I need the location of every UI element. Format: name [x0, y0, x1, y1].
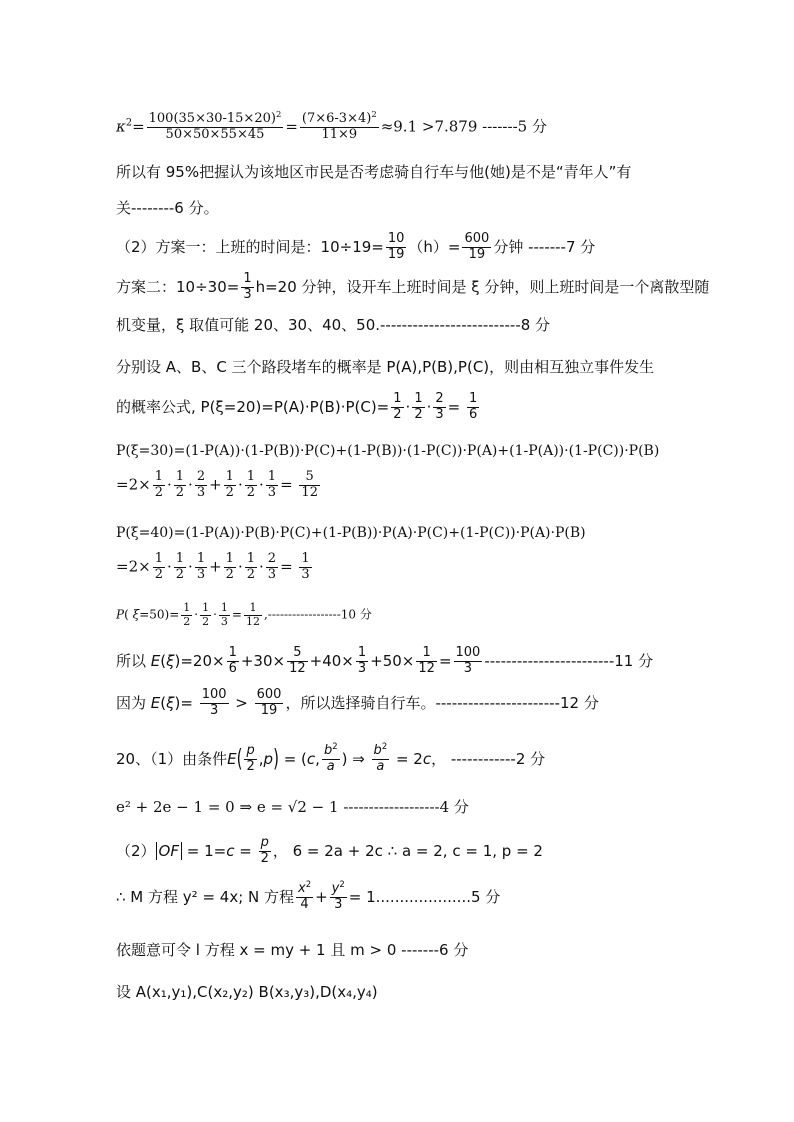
p30-line: P(ξ=30)=(1-P(A))·(1-P(B))·P(C)+(1-P(B))·(1-P(C))·P(A)+(1-P(A))·(1-P(C))·P(B) [116, 443, 660, 459]
kappa-fraction-2: $\frac{(7\times 6-3\times 4)^2}{11\times 9}$ [301, 108, 377, 142]
plan1-tail: 分钟 -------7 分 [493, 237, 596, 256]
plan1-label: （2）方案一：上班的时间是：10÷19= [116, 237, 384, 256]
exp-tail: ------------------------11 分 [484, 651, 654, 670]
mn-equation-line: ∴ M 方程 y² = 4x; N 方程 $\frac{x^2}{4}$ + $\frac{y^2}{3}$ = 1....................5 分 [116, 878, 501, 912]
plan2-cont-line: 机变量，ξ 取值可能 20、30、40、50.--------------------------8 分 [116, 316, 551, 334]
kappa-den1: 50×50×55×45 [165, 126, 265, 142]
plan1-f2-den: 19 [468, 246, 486, 262]
kappa-symbol: κ [116, 117, 126, 136]
p40-line: P(ξ=40)=(1-P(A))·P(B)·P(C)+(1-P(B))·P(A)·P(C)+(1-P(C))·P(A)·P(B) [116, 525, 586, 541]
q20-2-label: （2） [116, 841, 156, 860]
kappa-fraction-1: $\frac{100(35\times 30-15\times 20)^2}{50\times 50\times 55\times 45}$ [148, 108, 282, 142]
compare-line: 因为 E(ξ)= $\frac{100}{3}$ > $\frac{600}{19}$ ，所以选择骑自行车。-----------------------12 分 [116, 687, 599, 718]
q20-tail: ， ------------2 分 [431, 749, 546, 768]
q20-2-line: （2） OF = 1=c = $\frac{p}{2}$ ， 6 = 2a + 2c ∴ a = 2, c = 1, p = 2 [116, 835, 543, 866]
kappa-line: $\kappa^2=$ $\frac{100(35\times 30-15\times 20)^2}{50\times 50\times 55\times 45}$ = $\frac{(7\times 6-3\times 4)^2}{11\times 9}$ ≈9.1 >7.879 -------5 分 [116, 108, 547, 142]
conclusion-line-2: 关--------6 分。 [116, 199, 219, 217]
q20-label: 20、（1）由条件 [116, 749, 228, 768]
plan2-frac [241, 272, 253, 303]
plan2-tail: h=20 分钟，设开车上班时间是 ξ 分钟，则上班时间是一个离散型随 [255, 277, 710, 296]
p20-prefix: 的概率公式, P(ξ=20)=P(A)·P(B)·P(C)= [116, 397, 390, 416]
p50-line: P( ξ=50)= $\frac{1}{2}$ · $\frac{1}{2}$ · $\frac{1}{3}$ = $\frac{1}{12}$ ,------------------10 分 [116, 601, 372, 628]
kappa-num2: (7×6-3×4) [301, 111, 372, 126]
line-l-equation: 依题意可令 l 方程 x = my + 1 且 m > 0 -------6 分 [116, 941, 469, 959]
plan2-f-num: 1 [243, 271, 252, 286]
kappa-num1: 100(35×30-15×20) [148, 111, 276, 126]
plan1-f1-den: 19 [387, 246, 405, 262]
plan2-line [116, 272, 709, 303]
p50-tail: ,------------------10 分 [263, 607, 372, 622]
plan1-f1-num: 10 [387, 231, 405, 246]
plan1-frac-1 [386, 232, 407, 263]
compare-tail: ，所以选择骑自行车。-----------------------12 分 [285, 693, 599, 712]
prob-intro-line: 分别设 A、B、C 三个路段堵车的概率是 P(A),P(B),P(C)，则由相互独立事件发生 [116, 358, 655, 376]
plan1-frac-2 [462, 232, 491, 263]
ecc-line: e² + 2e − 1 = 0 ⇒ e = √2 − 1 -------------------4 分 [116, 798, 469, 816]
eq-prefix: ∴ M 方程 y² = 4x; N 方程 [116, 887, 295, 906]
plan2-f-den: 3 [243, 286, 252, 302]
p30-value-line: =2× $\frac{1}{2}$ · $\frac{1}{2}$ · $\frac{2}{3}$ + $\frac{1}{2}$ · $\frac{1}{2}$ · $\frac{1}{3}$ = $\frac{5}{12}$ [116, 469, 318, 500]
plan1-line [116, 232, 595, 263]
plan2-label: 方案二：10÷30= [116, 277, 240, 296]
eq-tail: = 1....................5 分 [348, 887, 501, 906]
kappa-den2: 11×9 [321, 126, 358, 142]
p20-line: 的概率公式, P(ξ=20)=P(A)·P(B)·P(C)= $\frac{1}{2}$ · $\frac{1}{2}$ · $\frac{2}{3}$ = $\frac{1}{6}$ [116, 391, 478, 422]
conclusion-line-1: 所以有 95%把握认为该地区市民是否考虑骑自行车与他(她)是不是“青年人”有 [116, 163, 632, 181]
p40-value-line: =2× $\frac{1}{2}$ · $\frac{1}{2}$ · $\frac{1}{3}$ + $\frac{1}{2}$ · $\frac{1}{2}$ · $\frac{2}{3}$ = $\frac{1}{3}$ [116, 551, 310, 582]
q20-1-line: 20、（1）由条件E( $\frac{p}{2}$ ,p) = (c, $\frac{b^2}{a}$ ) ⇒ $\frac{b^2}{a}$ = 2c， ------------2 分 [116, 740, 546, 774]
points-line: 设 A(x₁,y₁),C(x₂,y₂) B(x₃,y₃),D(x₄,y₄) [116, 983, 378, 1001]
plan1-unit: （h）= [408, 237, 461, 256]
kappa-tail: ≈9.1 >7.879 -------5 分 [380, 117, 547, 136]
plan1-f2-num: 600 [464, 231, 490, 246]
expectation-line: 所以 E(ξ)=20× $\frac{1}{6}$ +30× $\frac{5}{12}$ +40× $\frac{1}{3}$ +50× $\frac{1}{12}$ = $\frac{100}{3}$ ------------------------11 分 [116, 645, 654, 676]
q20-2-tail: ， 6 = 2a + 2c ∴ a = 2, c = 1, p = 2 [272, 841, 543, 860]
